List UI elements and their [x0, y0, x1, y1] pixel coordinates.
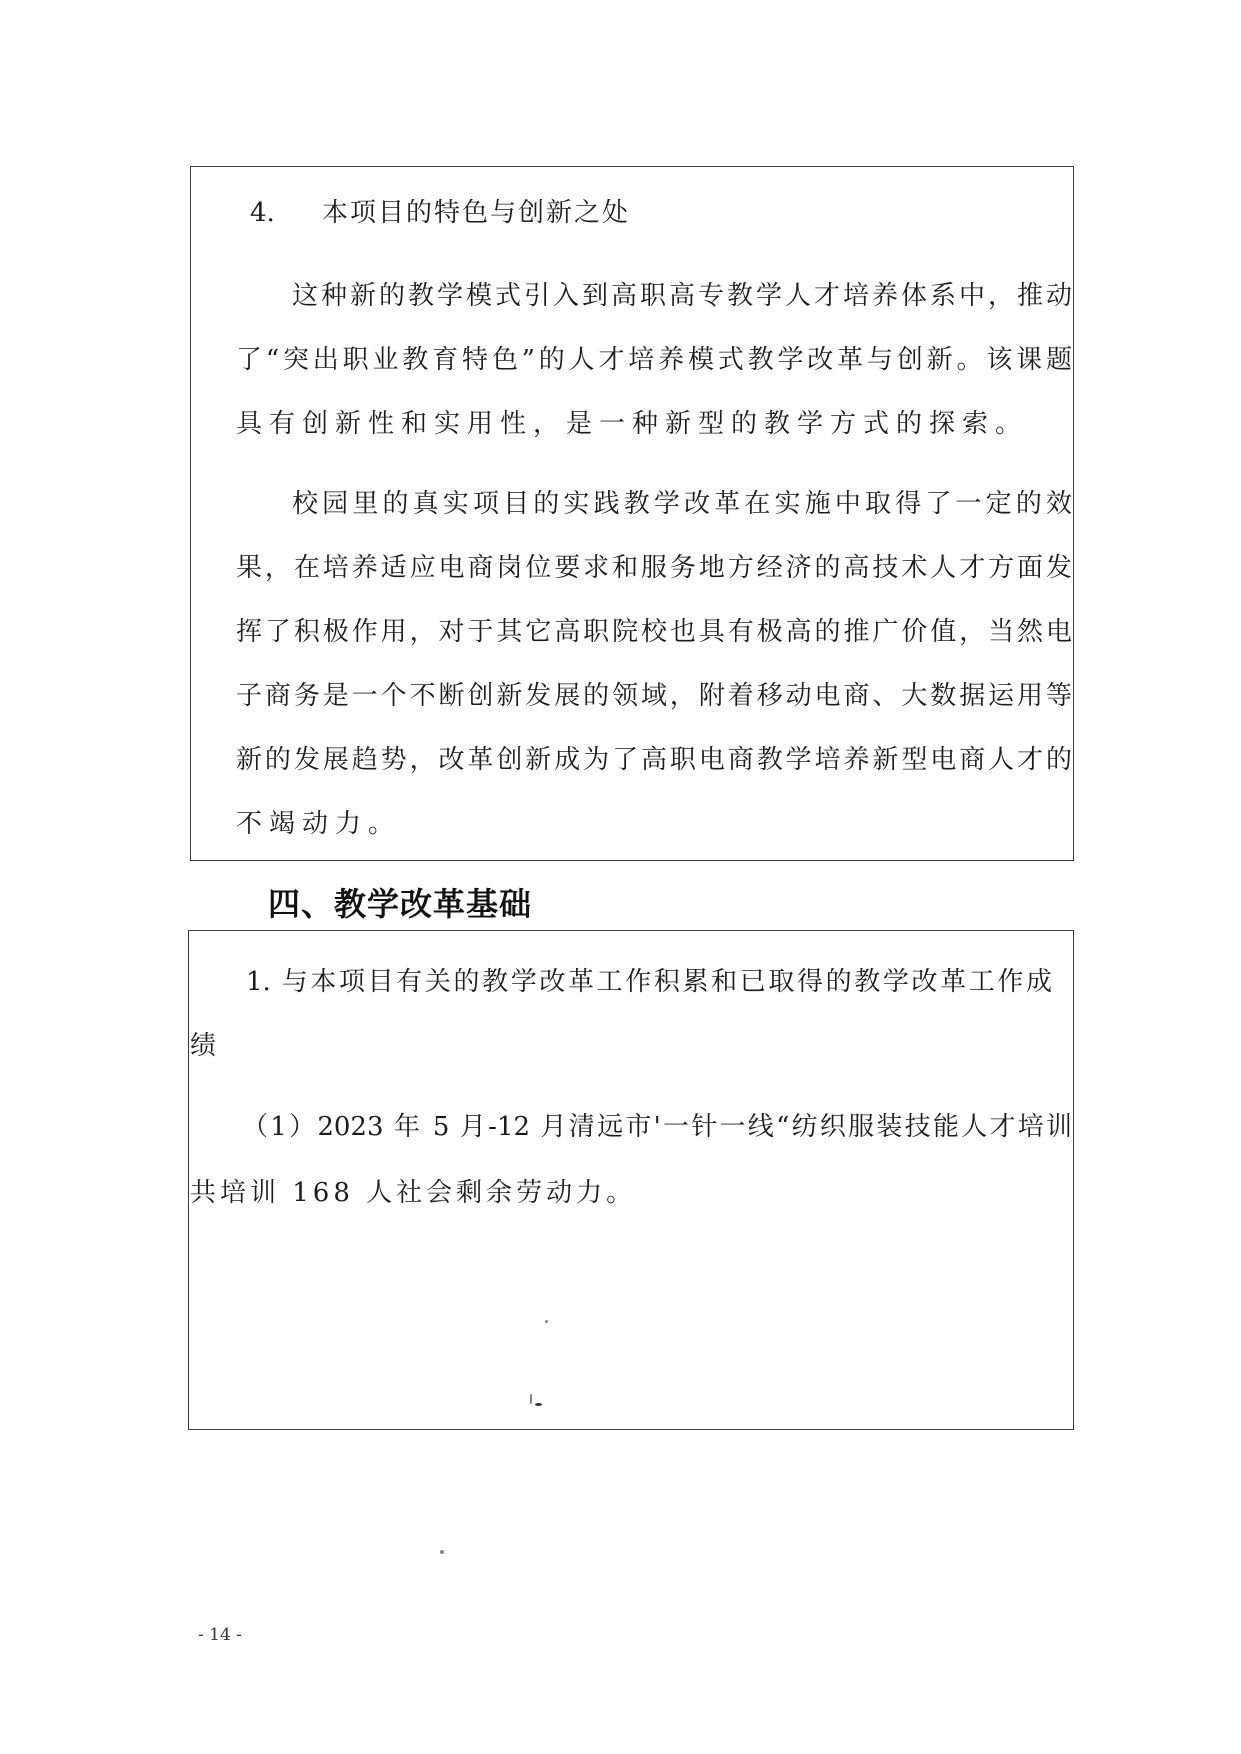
- item-title: 本项目的特色与创新之处: [322, 198, 631, 228]
- paragraph-1-line-3: 具有创新性和实用性，是一种新型的教学方式的探索。: [236, 409, 1029, 439]
- scan-speck: [440, 1550, 444, 1554]
- scan-speck: [545, 1320, 548, 1323]
- paragraph-2-line-4: 子商务是一个不断创新发展的领域，附着移动电商、大数据运用等: [236, 681, 1072, 711]
- section-heading: 四、教学改革基础: [268, 885, 533, 923]
- foundation-entry-line-1: （1）2023 年 5 月-12 月清远市'一针一线“纺织服装技能人才培训: [242, 1112, 1072, 1142]
- paragraph-2-line-6: 不竭动力。: [236, 809, 402, 839]
- item-number: 4.: [250, 198, 275, 228]
- paragraph-2-line-3: 挥了积极作用，对于其它高职院校也具有极高的推广价值，当然电: [236, 617, 1072, 647]
- scan-speck: [530, 1394, 532, 1404]
- paragraph-1-line-1: 这种新的教学模式引入到高职高专教学人才培养体系中，推动: [292, 281, 1072, 311]
- foundation-item-line-2: 绩: [190, 1031, 217, 1061]
- paragraph-2-line-2: 果，在培养适应电商岗位要求和服务地方经济的高技术人才方面发: [236, 553, 1072, 583]
- scan-speck: [535, 1403, 542, 1406]
- foundation-entry-line-2: 共培训 168 人社会剩余劳动力。: [190, 1178, 637, 1208]
- paragraph-2-line-1: 校园里的真实项目的实践教学改革在实施中取得了一定的效: [292, 489, 1072, 519]
- paragraph-2-line-5: 新的发展趋势，改革创新成为了高职电商教学培养新型电商人才的: [236, 745, 1072, 775]
- foundation-item-line-1: 1. 与本项目有关的教学改革工作积累和已取得的教学改革工作成: [246, 967, 1052, 997]
- paragraph-1-line-2: 了“突出职业教育特色”的人才培养模式教学改革与创新。该课题: [236, 345, 1072, 375]
- page-number: - 14 -: [198, 1625, 242, 1645]
